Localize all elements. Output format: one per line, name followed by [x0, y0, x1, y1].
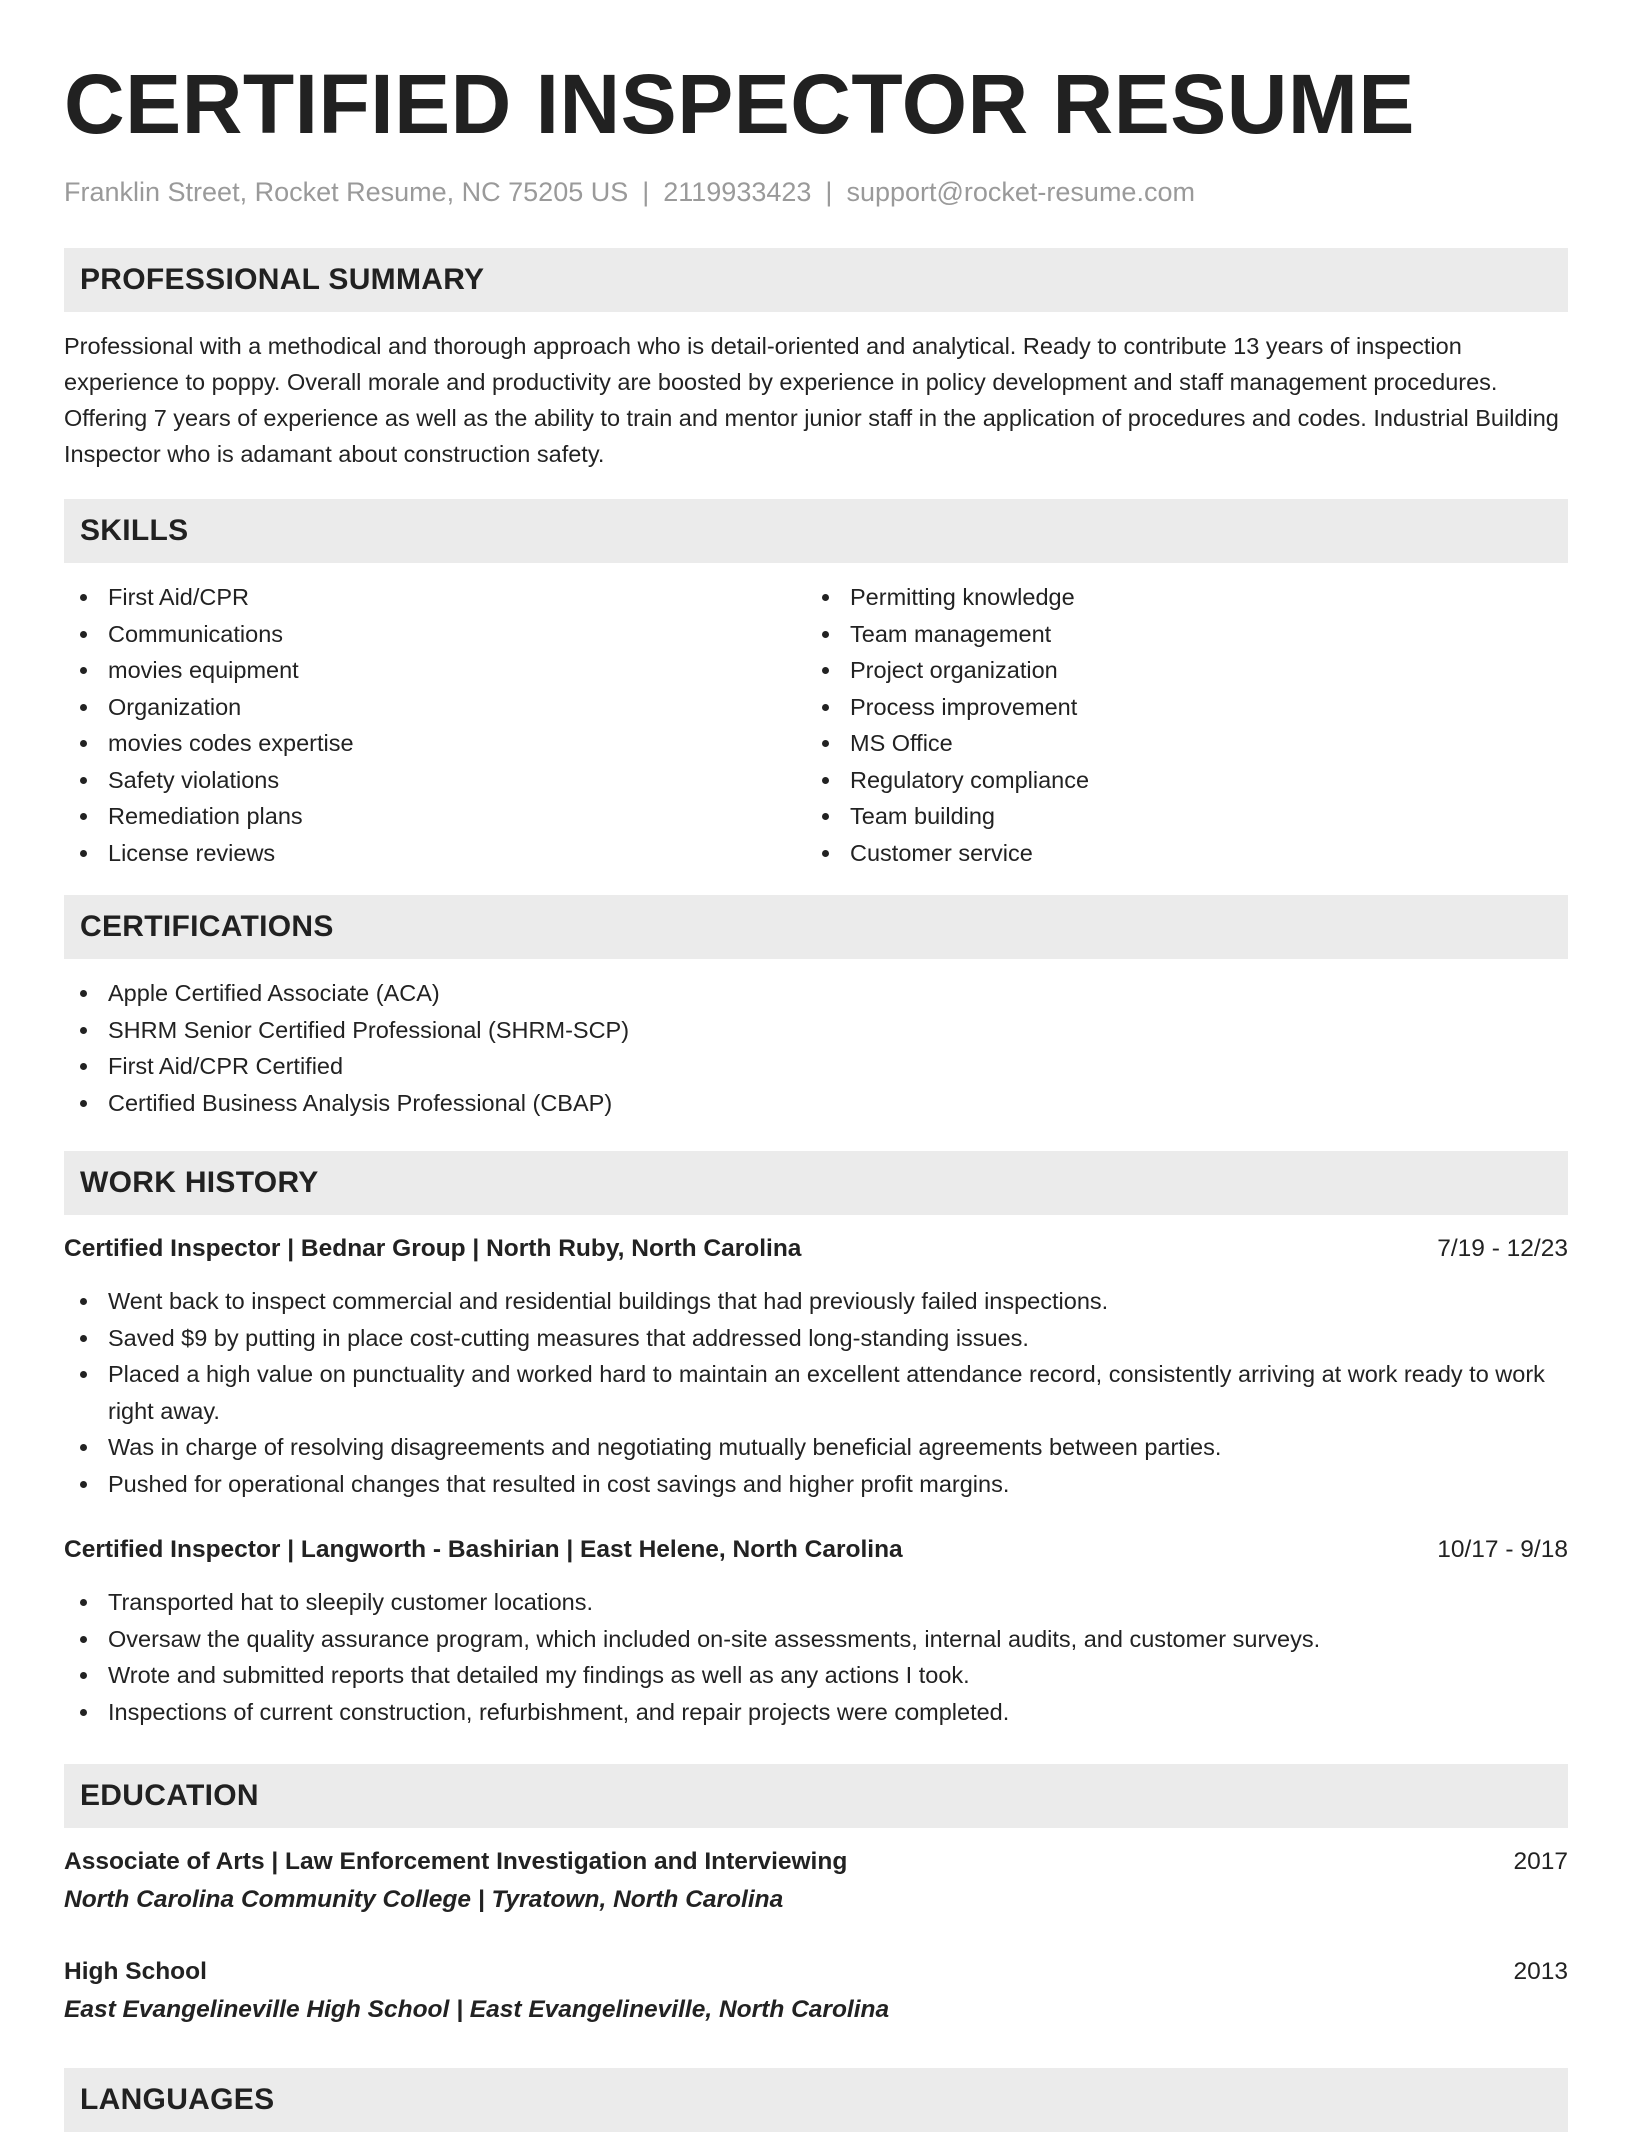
job-title: Certified Inspector | Bednar Group | North Ruby, North Carolina [64, 1235, 802, 1262]
skill-item: Safety violations [64, 762, 806, 799]
education-year: 2017 [1513, 1848, 1568, 1875]
contact-phone: 2119933423 [663, 177, 812, 207]
education-school: East Evangelineville High School | East Evangelineville, North Carolina [64, 1996, 890, 2023]
skill-item: Remediation plans [64, 798, 806, 835]
section-heading-languages: LANGUAGES [64, 2068, 1568, 2132]
skill-item: Organization [64, 689, 806, 726]
contact-separator: | [642, 177, 650, 207]
skill-item: Team building [806, 798, 1548, 835]
job-entry [64, 1532, 1568, 1730]
education-school: North Carolina Community College | Tyratown, North Carolina [64, 1886, 784, 1913]
contact-separator: | [825, 177, 833, 207]
contact-address: Franklin Street, Rocket Resume, NC 75205 US [64, 177, 629, 207]
skills-list-right [806, 579, 1548, 871]
education-entry [64, 1844, 1568, 1918]
section-heading-summary: PROFESSIONAL SUMMARY [64, 248, 1568, 312]
skill-item: Team management [806, 616, 1548, 653]
education-degree: Associate of Arts | Law Enforcement Investigation and Interviewing [64, 1848, 848, 1875]
job-header [64, 1532, 1568, 1568]
education-header [64, 1954, 1568, 1990]
section-heading-certifications: CERTIFICATIONS [64, 895, 1568, 959]
skill-item: Project organization [806, 652, 1548, 689]
skill-item: First Aid/CPR [64, 579, 806, 616]
resume-page [64, 56, 1568, 2132]
skills-grid [64, 579, 1568, 871]
certification-item: Certified Business Analysis Professional (CBAP) [64, 1085, 1568, 1122]
job-bullet: Went back to inspect commercial and residential buildings that had previously failed inspections. [64, 1283, 1568, 1320]
contact-line [64, 174, 1568, 210]
skill-item: Customer service [806, 835, 1548, 872]
education-entry [64, 1954, 1568, 2028]
contact-email: support@rocket-resume.com [846, 177, 1195, 207]
job-bullets [64, 1584, 1568, 1730]
skill-item: License reviews [64, 835, 806, 872]
job-bullet: Was in charge of resolving disagreements and negotiating mutually beneficial agreements between parties. [64, 1429, 1568, 1466]
job-bullet: Inspections of current construction, refurbishment, and repair projects were completed. [64, 1694, 1568, 1731]
certification-item: SHRM Senior Certified Professional (SHRM-SCP) [64, 1012, 1568, 1049]
skill-item: Process improvement [806, 689, 1548, 726]
certification-item: First Aid/CPR Certified [64, 1048, 1568, 1085]
skill-item: Permitting knowledge [806, 579, 1548, 616]
job-bullet: Placed a high value on punctuality and worked hard to maintain an excellent attendance record, consistently arriving at work ready to work right away. [64, 1356, 1568, 1429]
summary-text: Professional with a methodical and thorough approach who is detail-oriented and analytical. Ready to contribute 13 years of inspection experience to poppy. Overall morale and productivity are boosted by experience in policy development and staff management procedures. Offering 7 years of experience as well as the ability to train and mentor junior staff in the application of procedures and codes. Industrial Building Inspector who is adamant about construction safety. [64, 333, 1559, 467]
skill-item: movies equipment [64, 652, 806, 689]
skill-item: movies codes expertise [64, 725, 806, 762]
skill-item: Communications [64, 616, 806, 653]
job-bullets [64, 1283, 1568, 1502]
skill-item: Regulatory compliance [806, 762, 1548, 799]
section-heading-education: EDUCATION [64, 1764, 1568, 1828]
job-dates: 10/17 - 9/18 [1437, 1536, 1568, 1563]
skills-list-left [64, 579, 806, 871]
job-title: Certified Inspector | Langworth - Bashirian | East Helene, North Carolina [64, 1536, 903, 1563]
education-year: 2013 [1513, 1958, 1568, 1985]
job-bullet: Wrote and submitted reports that detailed my findings as well as any actions I took. [64, 1657, 1568, 1694]
job-bullet: Transported hat to sleepily customer locations. [64, 1584, 1568, 1621]
education-degree: High School [64, 1958, 207, 1985]
certification-item: Apple Certified Associate (ACA) [64, 975, 1568, 1012]
skill-item: MS Office [806, 725, 1548, 762]
job-bullet: Pushed for operational changes that resulted in cost savings and higher profit margins. [64, 1466, 1568, 1503]
job-header [64, 1231, 1568, 1267]
education-header [64, 1844, 1568, 1880]
resume-title: CERTIFIED INSPECTOR RESUME [64, 57, 1415, 151]
certifications-list [64, 975, 1568, 1121]
job-dates: 7/19 - 12/23 [1437, 1235, 1568, 1262]
section-heading-work-history: WORK HISTORY [64, 1151, 1568, 1215]
section-heading-skills: SKILLS [64, 499, 1568, 563]
job-bullet: Oversaw the quality assurance program, which included on-site assessments, internal audits, and customer surveys. [64, 1621, 1568, 1658]
job-bullet: Saved $9 by putting in place cost-cutting measures that addressed long-standing issues. [64, 1320, 1568, 1357]
job-entry [64, 1231, 1568, 1502]
